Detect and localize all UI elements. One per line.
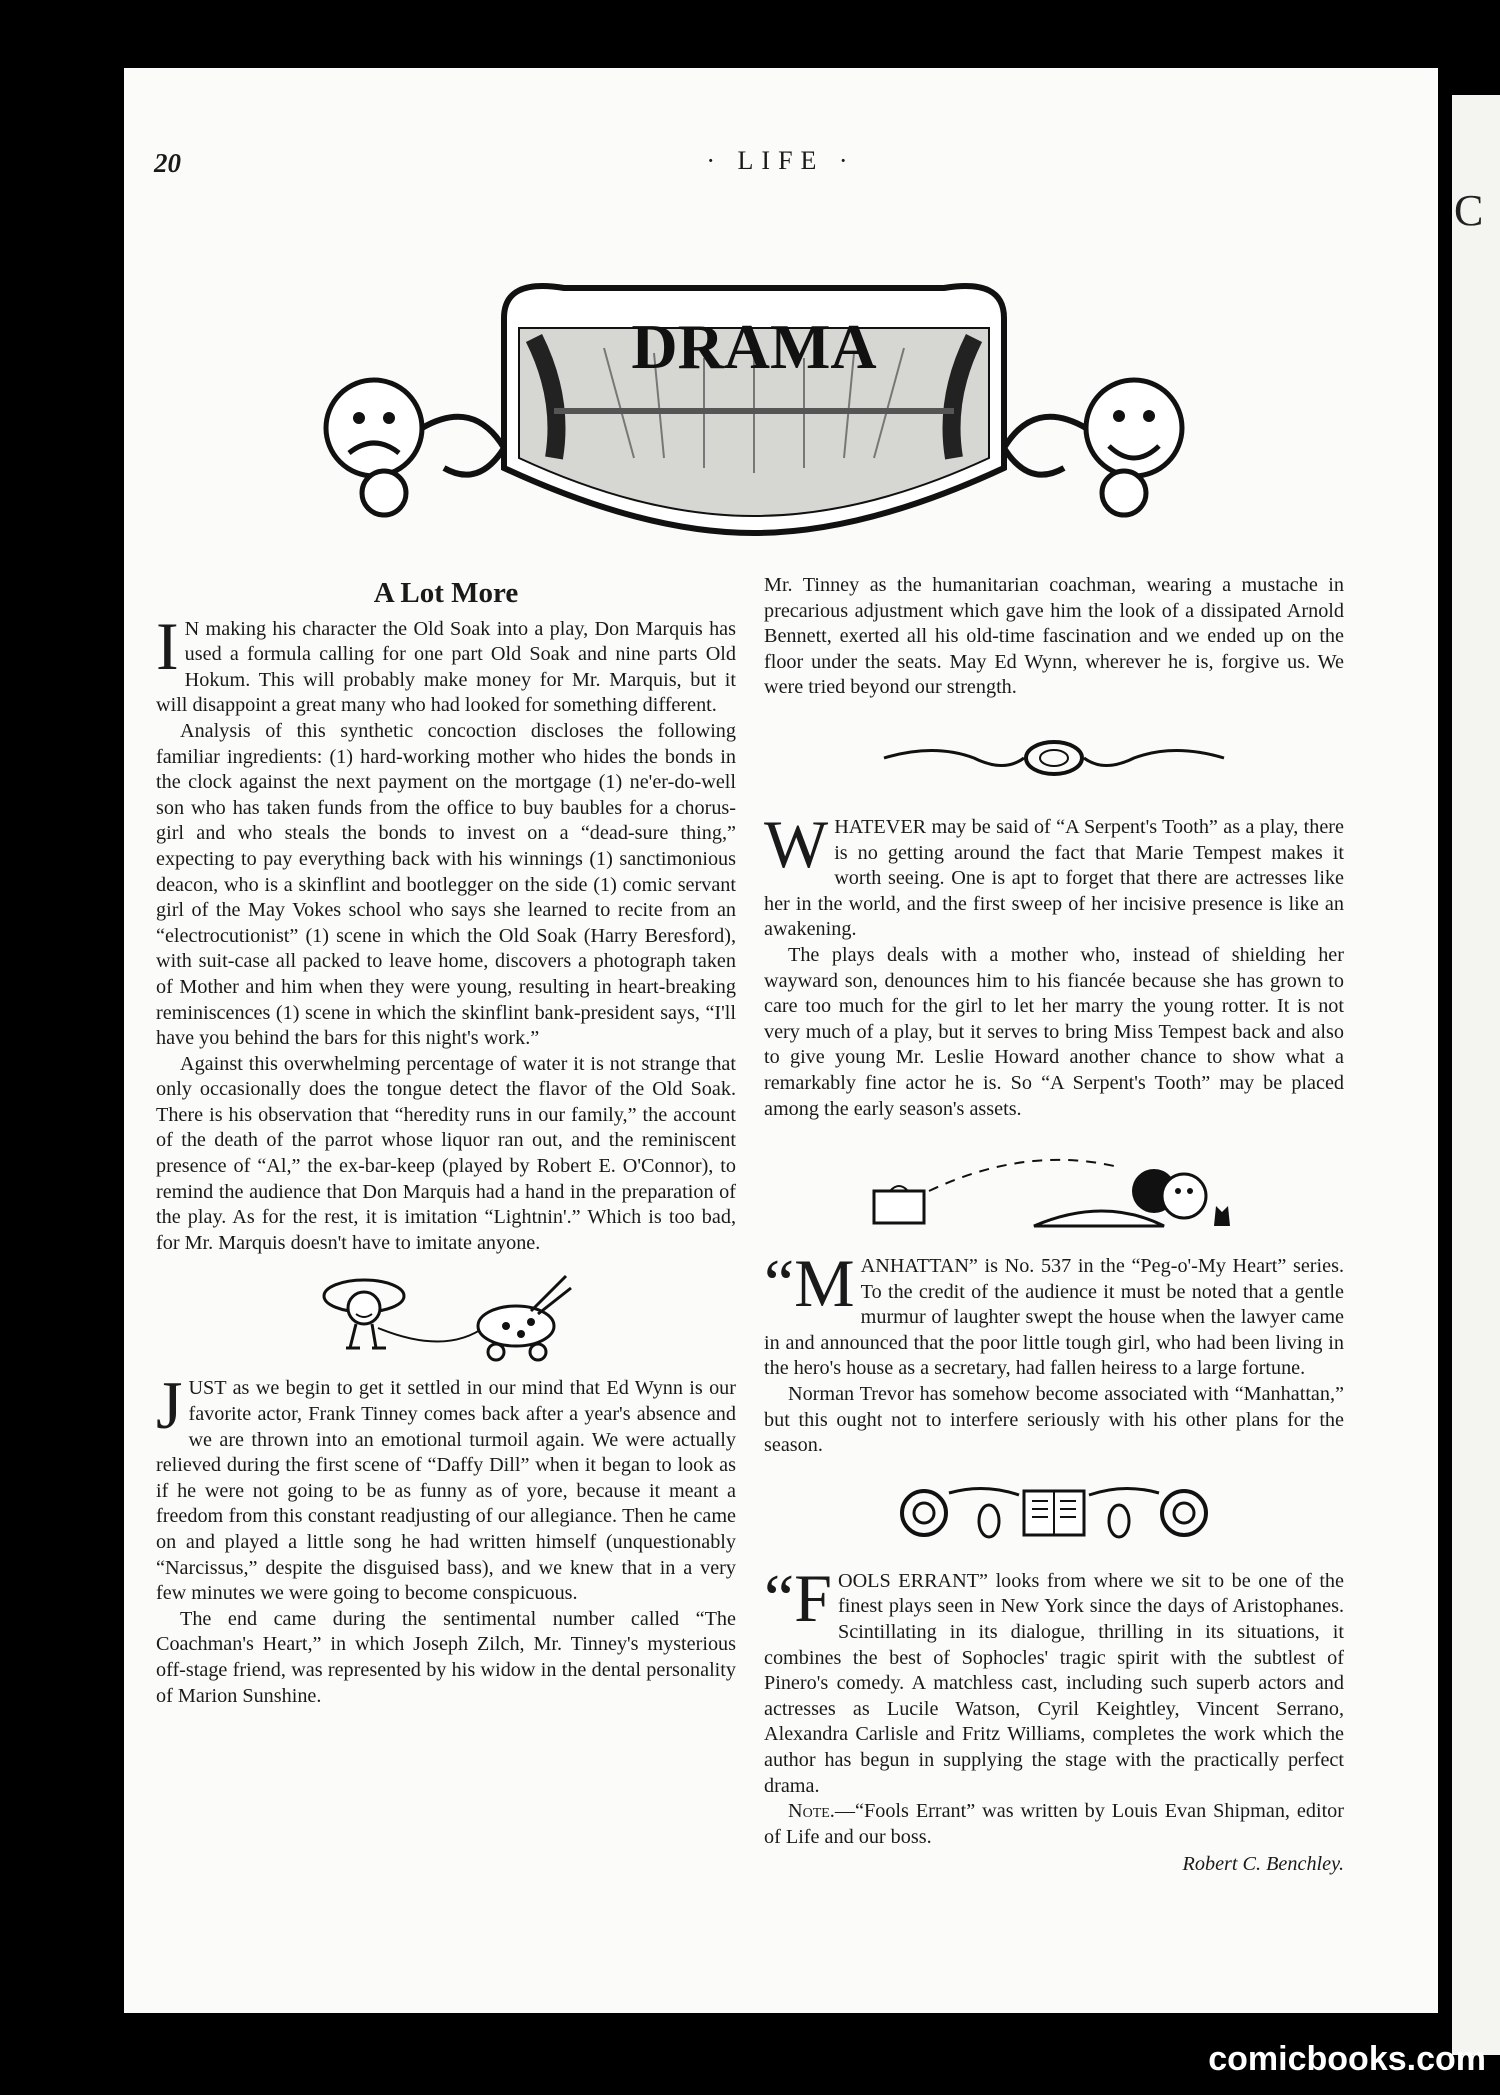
paragraph: I N making his character the Old Soak into a play, Don Marquis has used a formula calling for one part Old Soak and nine parts Old Hokum. This will probably make money for Mr. Marquis, but it will disappoint a great many who had looked for something different. (156, 607, 736, 717)
drop-cap: J (156, 1367, 183, 1444)
right-column (764, 573, 1344, 1878)
drop-cap: W (764, 805, 829, 882)
banner-title: DRAMA (631, 311, 877, 382)
paragraph: “MANHATTAN” is No. 537 in the “Peg-o'-My Heart” series. To the credit of the audience it must be noted that a gentle murmur of laughter swept the house when the lawyer came in and announced that the poor little tough girl, who had been living in the hero's house as a secretary, had fallen heiress to a large fortune. (764, 1245, 1344, 1380)
suitcase-and-lady-illustration (844, 1136, 1264, 1236)
drop-cap: “F (764, 1559, 832, 1636)
comedy-mask-icon (1004, 380, 1182, 515)
drop-cap: “M (764, 1245, 855, 1322)
article-title: A Lot More (373, 577, 519, 609)
note (764, 1799, 1344, 1850)
author-signature: Robert C. Benchley. (1182, 1853, 1344, 1876)
adjacent-page-edge (1452, 95, 1500, 2055)
running-head: · LIFE · (706, 146, 856, 175)
paragraph: Analysis of this synthetic concoction discloses the following familiar ingredients: (1) hard-working mother who hides the bonds in the clock against the next payment on the mortgage (1) ne'er-do-well son who has taken funds from the office to buy baubles for a chorus-girl and who steals the bonds to invest on a “dead-sure thing,” expecting to pay everything back with his winnings (1) sanctimonious deacon, who is a skinflint and bootlegger on the side (1) comic servant girl of the May Vokes school who says she learned to recite from an “electrocutionist” (1) scene in which the Old Soak (Harry Beresford), with suit-case all packed to leave home, discovers a photograph taken of Mother and him when they were young, resulting in heart-breaking reminiscences (1) scene in which the skinflint bank-president says, “I'll have you behind the bars for this night's work.” (156, 719, 736, 1050)
note-text: “Fools Errant” was written by Louis Evan Shipman, editor of Life and our boss. (764, 1800, 1344, 1848)
scroll-ornament-divider (874, 723, 1234, 793)
adjacent-page-fragment: C (1454, 186, 1484, 235)
drama-banner-illustration (304, 258, 1204, 548)
paragraph: Against this overwhelming percentage of water it is not strange that only occasionally does the tongue detect the flavor of the Old Soak. There is his observation that “heredity runs in our family,” the account of the death of the parrot whose liquor ran out, and the reminiscent presence of “Al,” the ex-bar-keep (played by Robert E. O'Connor), to remind the audience that Don Marquis had a hand in the preparation of the play. As for the rest, it is imitation “Lightnin'.” Which is too bad, for Mr. Marquis doesn't have to imitate anyone. (156, 1052, 736, 1254)
paragraph: “FOOLS ERRANT” looks from where we sit to be one of the finest plays seen in New York since the days of Aristophanes. Scintillating in its dialogue, thrilling in its situations, it combines the best of Sophocles' tragic spirit with the subtlest of Pinero's comedy. A matchless cast, including such superb actors and actresses as Lucile Watson, Cyril Keightley, Vincent Serrano, Alexandra Carlisle and Fritz Williams, completes the work which the author has begun in supplying the stage with the practically perfect drama. (764, 1559, 1344, 1797)
magazine-page (124, 68, 1438, 2013)
page-number: 20 (154, 148, 181, 178)
paragraph: JUST as we begin to get it settled in our mind that Ed Wynn is our favorite actor, Frank Tinney comes back after a year's absence and we are thrown into an emotional turmoil again. We were actually relieved during the first scene of “Daffy Dill” when it began to look as if he were not going to be as funny as of yore, because it meant a freedom from this constant readjusting of our allegiance. Then he came on and played a little song he had written himself (unquestionably “Narcissus,” despite the disguised bass), and we knew that in a very few minutes we were going to become conspicuous. (156, 1367, 736, 1605)
book-and-rings-ornament (894, 1473, 1214, 1553)
paragraph: WHATEVER may be said of “A Serpent's Tooth” as a play, there is no getting around the fact that Marie Tempest makes it worth seeing. One is apt to forget that there are actresses like her in the world, and the first sweep of her incisive presence is like an awakening. (764, 805, 1344, 941)
watermark: comicbooks.com (1208, 2040, 1486, 2078)
paragraph: The end came during the sentimental number called “The Coachman's Heart,” in which Joseph Zilch, Mr. Tinney's mysterious off-stage friend, was represented by his widow in the dental personality of Marion Sunshine. (156, 1607, 736, 1707)
paragraph: The plays deals with a mother who, instead of shielding her wayward son, denounces him to his fiancée because she has grown to care too much for the girl to let her marry the young rotter. It is not very much of a play, but it serves to bring Miss Tempest back and also to give young Mr. Leslie Howard another chance to show what a remarkably fine actor he is. So “A Serpent's Tooth” may be placed among the early season's assets. (764, 943, 1344, 1120)
boy-with-rabbit-toy-illustration (316, 1256, 576, 1366)
tragedy-mask-icon (326, 380, 504, 515)
paragraph: Mr. Tinney as the humanitarian coachman, wearing a mustache in precarious adjustment which gave him the look of a dissipated Arnold Bennett, exerted all his old-time fascination and we ended up on the floor under the seats. May Ed Wynn, wherever he is, forgive us. We were tried beyond our strength. (764, 574, 1344, 699)
left-column (156, 573, 736, 1709)
drop-cap: I (156, 607, 179, 684)
note-label: Note.— (788, 1800, 856, 1823)
paragraph: Norman Trevor has somehow become associated with “Manhattan,” but this ought not to interfere seriously with his other plans for the season. (764, 1383, 1344, 1457)
